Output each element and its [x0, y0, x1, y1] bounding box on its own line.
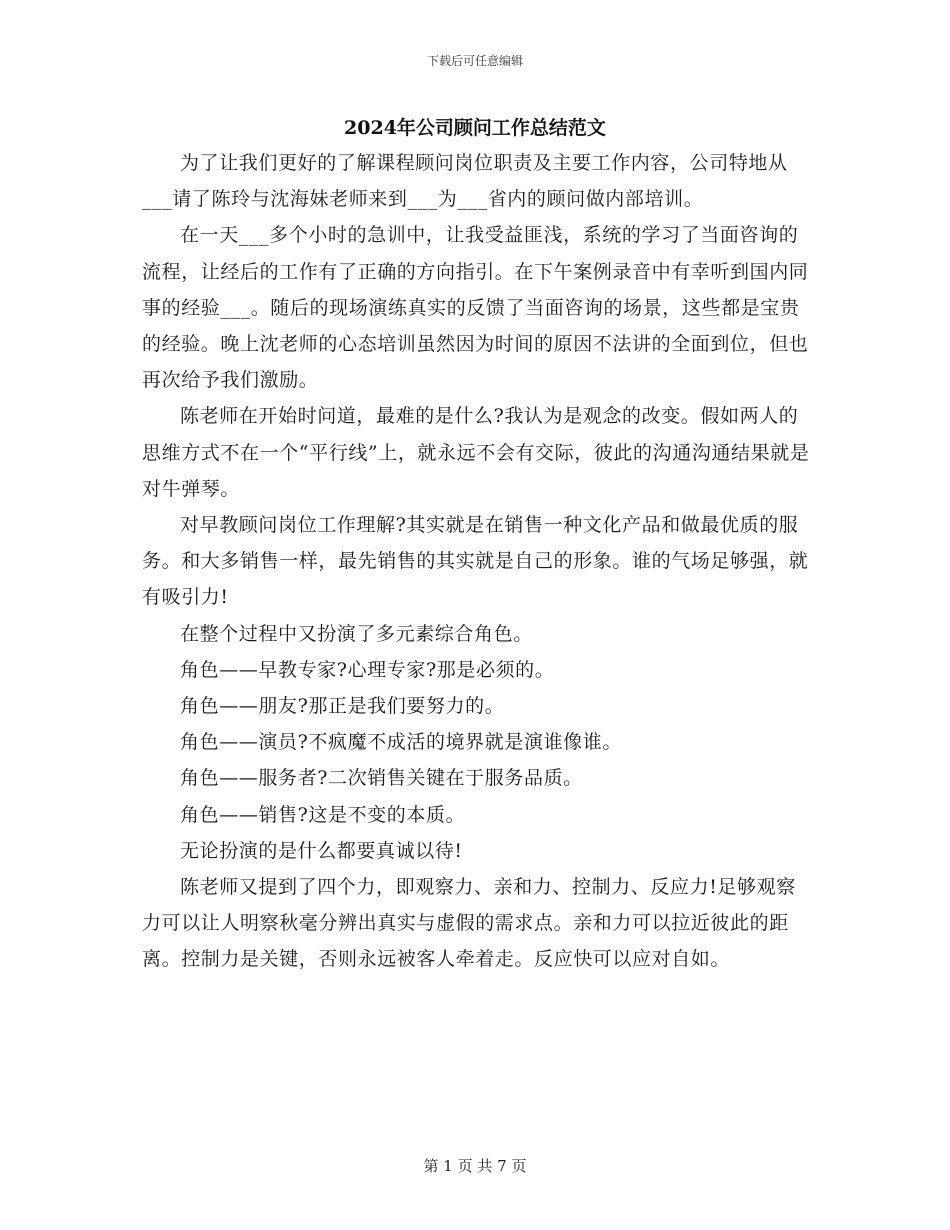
paragraph: 陈老师又提到了四个力，即观察力、亲和力、控制力、反应力!足够观察力可以让人明察秋毫分辨出真实与虚假的需求点。亲和力可以拉近彼此的距离。控制力是关键，否则永远被客人牵着走。反应快可以应对自如。: [142, 876, 796, 971]
paragraph: 陈老师在开始时问道，最难的是什么?我认为是观念的改变。假如两人的思维方式不在一个“平行线”上，就永远不会有交际，彼此的沟通沟通结果就是对牛弹琴。: [142, 405, 810, 500]
header-note: 下载后可任意编辑: [426, 54, 523, 68]
paragraph: 为了让我们更好的了解课程顾问岗位职责及主要工作内容，公司特地从___请了陈玲与沈海妹老师来到___为___省内的顾问做内部培训。: [142, 152, 788, 211]
paragraph: 在一天___多个小时的急训中，让我受益匪浅，系统的学习了当面咨询的流程，让经后的工作有了正确的方向指引。在下午案例录音中有幸听到国内同事的经验___。随后的现场演练真实的反馈了当面咨询的场景，这些都是宝贵的经验。晚上沈老师的心态培训虽然因为时间的原因不法讲的全面到位，但也再次给予我们激励。: [142, 224, 809, 392]
paragraph: 角色——服务者?二次销售关键在于服务品质。: [180, 767, 583, 790]
paragraph: 无论扮演的是什么都要真诚以待!: [180, 839, 463, 862]
paragraph: 对早教顾问岗位工作理解?其实就是在销售一种文化产品和做最优质的服务。和大多销售一样，最先销售的其实就是自己的形象。谁的气场足够强，就有吸引力!: [142, 514, 809, 609]
paragraph: 角色——早教专家?心理专家?那是必须的。: [180, 658, 555, 681]
paragraph: 在整个过程中又扮演了多元素综合角色。: [180, 622, 533, 645]
paragraph: 角色——销售?这是不变的本质。: [180, 803, 466, 826]
paragraph: 角色——演员?不疯魔不成活的境界就是演谁像谁。: [180, 731, 622, 754]
paragraph: 角色——朋友?那正是我们要努力的。: [180, 695, 505, 718]
document-title: 2024年公司顾问工作总结范文: [344, 117, 606, 139]
page-number-footer: 第 1 页 共 7 页: [423, 1157, 527, 1175]
document-body: [142, 145, 810, 978]
